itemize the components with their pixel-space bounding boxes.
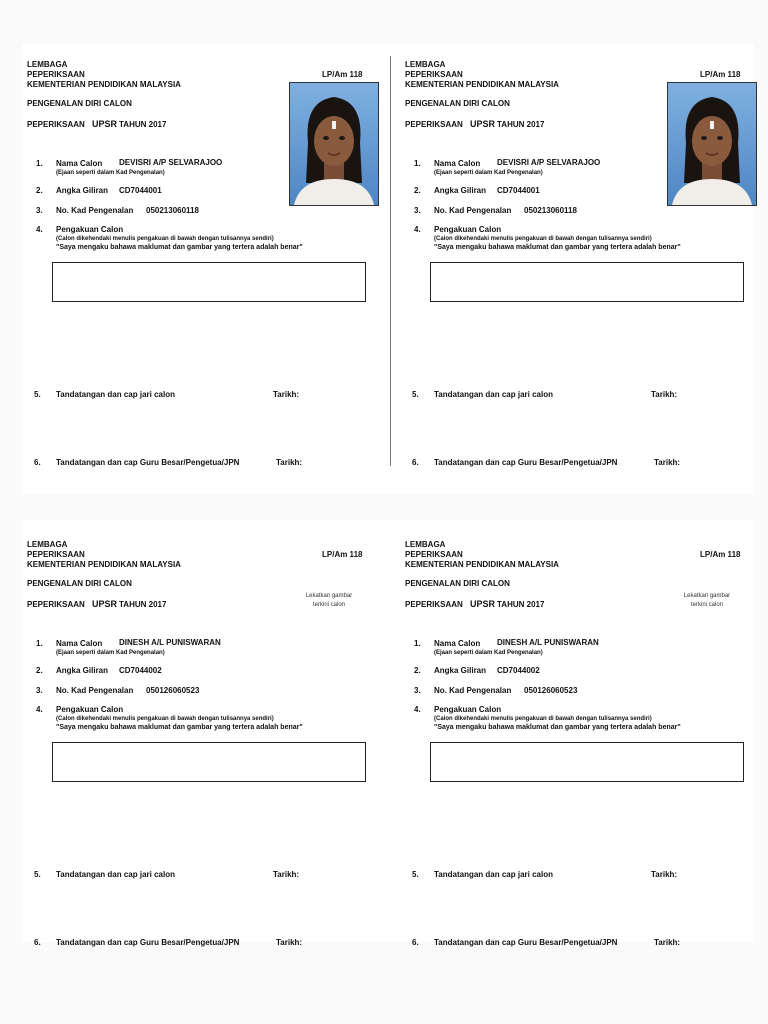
ic-value: 050126060523 [146, 686, 200, 695]
page-title: PENGENALAN DIRI CALON [405, 579, 510, 588]
exam-year: TAHUN 2017 [119, 600, 167, 609]
candidate-photo [667, 82, 757, 206]
form-code: LP/Am 118 [322, 70, 363, 79]
ic-value: 050213060118 [524, 206, 577, 215]
item-number: 4. [36, 225, 43, 234]
institution-line-3: KEMENTERIAN PENDIDIKAN MALAYSIA [405, 560, 559, 569]
exam-year: TAHUN 2017 [497, 600, 545, 609]
name-label: Nama Calon [56, 159, 103, 168]
date-label: Tarikh: [276, 938, 303, 947]
exam-label: PEPERIKSAAN [27, 120, 85, 129]
declaration-box[interactable] [52, 742, 366, 782]
exam-name: UPSR [470, 119, 496, 129]
item-number: 3. [36, 206, 43, 215]
ic-value: 050213060118 [146, 206, 199, 215]
date-label: Tarikh: [654, 458, 681, 467]
declaration-box[interactable] [430, 742, 744, 782]
exam-name: UPSR [470, 599, 496, 609]
date-label: Tarikh: [276, 458, 303, 467]
institution-line-3: KEMENTERIAN PENDIDIKAN MALAYSIA [27, 80, 181, 89]
declaration-label: Pengakuan Calon [56, 225, 124, 234]
item-number: 2. [36, 186, 43, 195]
item-number: 1. [414, 159, 421, 168]
declaration-quote: "Saya mengaku bahawa maklumat dan gambar yang tertera adalah benar" [56, 724, 303, 731]
index-label: Angka Giliran [56, 666, 109, 675]
divider-line [390, 56, 391, 466]
institution-line-2: PEPERIKSAAN [405, 70, 463, 79]
name-note: (Ejaan seperti dalam Kad Pengenalan) [434, 650, 543, 656]
item-number: 5. [412, 390, 419, 399]
declaration-box[interactable] [52, 262, 366, 302]
candidate-photo [289, 82, 379, 206]
index-label: Angka Giliran [434, 186, 487, 195]
institution-line-2: PEPERIKSAAN [405, 550, 463, 559]
exam-year: TAHUN 2017 [497, 120, 545, 129]
candidate-signature-label: Tandatangan dan cap jari calon [434, 870, 553, 879]
form-code: LP/Am 118 [700, 550, 741, 559]
item-number: 2. [414, 666, 421, 675]
name-note: (Ejaan seperti dalam Kad Pengenalan) [434, 170, 543, 176]
candidate-card-2 [400, 44, 760, 467]
item-number: 6. [34, 458, 41, 467]
item-number: 4. [36, 705, 43, 714]
exam-label: PEPERIKSAAN [405, 120, 463, 129]
candidate-card-4 [400, 524, 760, 947]
name-value: DINESH A/L PUNISWARAN [497, 638, 599, 647]
photo-placeholder-text: Lekatkan gambar terkini calon [305, 593, 353, 608]
institution-line-1: LEMBAGA [27, 60, 68, 69]
name-value: DEVISRI A/P SELVARAJOO [497, 158, 601, 167]
name-label: Nama Calon [434, 639, 481, 648]
institution-line-3: KEMENTERIAN PENDIDIKAN MALAYSIA [27, 560, 181, 569]
name-value: DINESH A/L PUNISWARAN [119, 638, 221, 647]
item-number: 1. [414, 639, 421, 648]
index-value: CD7044002 [119, 666, 162, 675]
ic-label: No. Kad Pengenalan [56, 206, 134, 215]
item-number: 4. [414, 705, 421, 714]
index-value: CD7044002 [497, 666, 540, 675]
item-number: 3. [36, 686, 43, 695]
page-title: PENGENALAN DIRI CALON [27, 99, 132, 108]
declaration-label: Pengakuan Calon [434, 225, 502, 234]
candidate-signature-label: Tandatangan dan cap jari calon [56, 870, 175, 879]
declaration-label: Pengakuan Calon [56, 705, 124, 714]
candidate-card-3 [22, 524, 382, 947]
exam-label: PEPERIKSAAN [27, 600, 85, 609]
index-value: CD7044001 [119, 186, 162, 195]
item-number: 1. [36, 159, 43, 168]
institution-line-1: LEMBAGA [405, 540, 446, 549]
declaration-note: (Calon dikehendaki menulis pengakuan di bawah dengan tulisannya sendiri) [56, 716, 274, 722]
declaration-note: (Calon dikehendaki menulis pengakuan di bawah dengan tulisannya sendiri) [56, 236, 274, 242]
candidate-signature-label: Tandatangan dan cap jari calon [56, 390, 175, 399]
date-label: Tarikh: [654, 938, 681, 947]
candidate-signature-label: Tandatangan dan cap jari calon [434, 390, 553, 399]
index-value: CD7044001 [497, 186, 540, 195]
page-title: PENGENALAN DIRI CALON [405, 99, 510, 108]
institution-line-2: PEPERIKSAAN [27, 550, 85, 559]
principal-signature-label: Tandatangan dan cap Guru Besar/Pengetua/JPN [56, 938, 240, 947]
declaration-note: (Calon dikehendaki menulis pengakuan di bawah dengan tulisannya sendiri) [434, 716, 652, 722]
name-value: DEVISRI A/P SELVARAJOO [119, 158, 223, 167]
name-note: (Ejaan seperti dalam Kad Pengenalan) [56, 170, 165, 176]
declaration-quote: "Saya mengaku bahawa maklumat dan gambar yang tertera adalah benar" [434, 244, 681, 251]
item-number: 5. [34, 870, 41, 879]
date-label: Tarikh: [273, 870, 300, 879]
ic-label: No. Kad Pengenalan [434, 686, 512, 695]
exam-year: TAHUN 2017 [119, 120, 167, 129]
item-number: 3. [414, 206, 421, 215]
item-number: 2. [414, 186, 421, 195]
exam-label: PEPERIKSAAN [405, 600, 463, 609]
photo-placeholder-text: Lekatkan gambar terkini calon [683, 593, 731, 608]
institution-line-1: LEMBAGA [27, 540, 68, 549]
page-title: PENGENALAN DIRI CALON [27, 579, 132, 588]
name-label: Nama Calon [56, 639, 103, 648]
candidate-card-1 [22, 44, 382, 467]
index-label: Angka Giliran [56, 186, 109, 195]
item-number: 2. [36, 666, 43, 675]
item-number: 4. [414, 225, 421, 234]
principal-signature-label: Tandatangan dan cap Guru Besar/Pengetua/JPN [434, 938, 618, 947]
declaration-label: Pengakuan Calon [434, 705, 502, 714]
item-number: 6. [412, 458, 419, 467]
principal-signature-label: Tandatangan dan cap Guru Besar/Pengetua/JPN [434, 458, 618, 467]
item-number: 5. [34, 390, 41, 399]
institution-line-3: KEMENTERIAN PENDIDIKAN MALAYSIA [405, 80, 559, 89]
exam-name: UPSR [92, 119, 118, 129]
exam-name: UPSR [92, 599, 118, 609]
item-number: 1. [36, 639, 43, 648]
item-number: 5. [412, 870, 419, 879]
institution-line-2: PEPERIKSAAN [27, 70, 85, 79]
name-label: Nama Calon [434, 159, 481, 168]
declaration-box[interactable] [430, 262, 744, 302]
declaration-quote: "Saya mengaku bahawa maklumat dan gambar yang tertera adalah benar" [434, 724, 681, 731]
principal-signature-label: Tandatangan dan cap Guru Besar/Pengetua/JPN [56, 458, 240, 467]
item-number: 3. [414, 686, 421, 695]
ic-label: No. Kad Pengenalan [56, 686, 134, 695]
declaration-note: (Calon dikehendaki menulis pengakuan di bawah dengan tulisannya sendiri) [434, 236, 652, 242]
index-label: Angka Giliran [434, 666, 487, 675]
form-code: LP/Am 118 [322, 550, 363, 559]
item-number: 6. [34, 938, 41, 947]
declaration-quote: "Saya mengaku bahawa maklumat dan gambar yang tertera adalah benar" [56, 244, 303, 251]
date-label: Tarikh: [273, 390, 300, 399]
item-number: 6. [412, 938, 419, 947]
date-label: Tarikh: [651, 390, 678, 399]
ic-value: 050126060523 [524, 686, 578, 695]
name-note: (Ejaan seperti dalam Kad Pengenalan) [56, 650, 165, 656]
form-code: LP/Am 118 [700, 70, 741, 79]
ic-label: No. Kad Pengenalan [434, 206, 512, 215]
date-label: Tarikh: [651, 870, 678, 879]
institution-line-1: LEMBAGA [405, 60, 446, 69]
